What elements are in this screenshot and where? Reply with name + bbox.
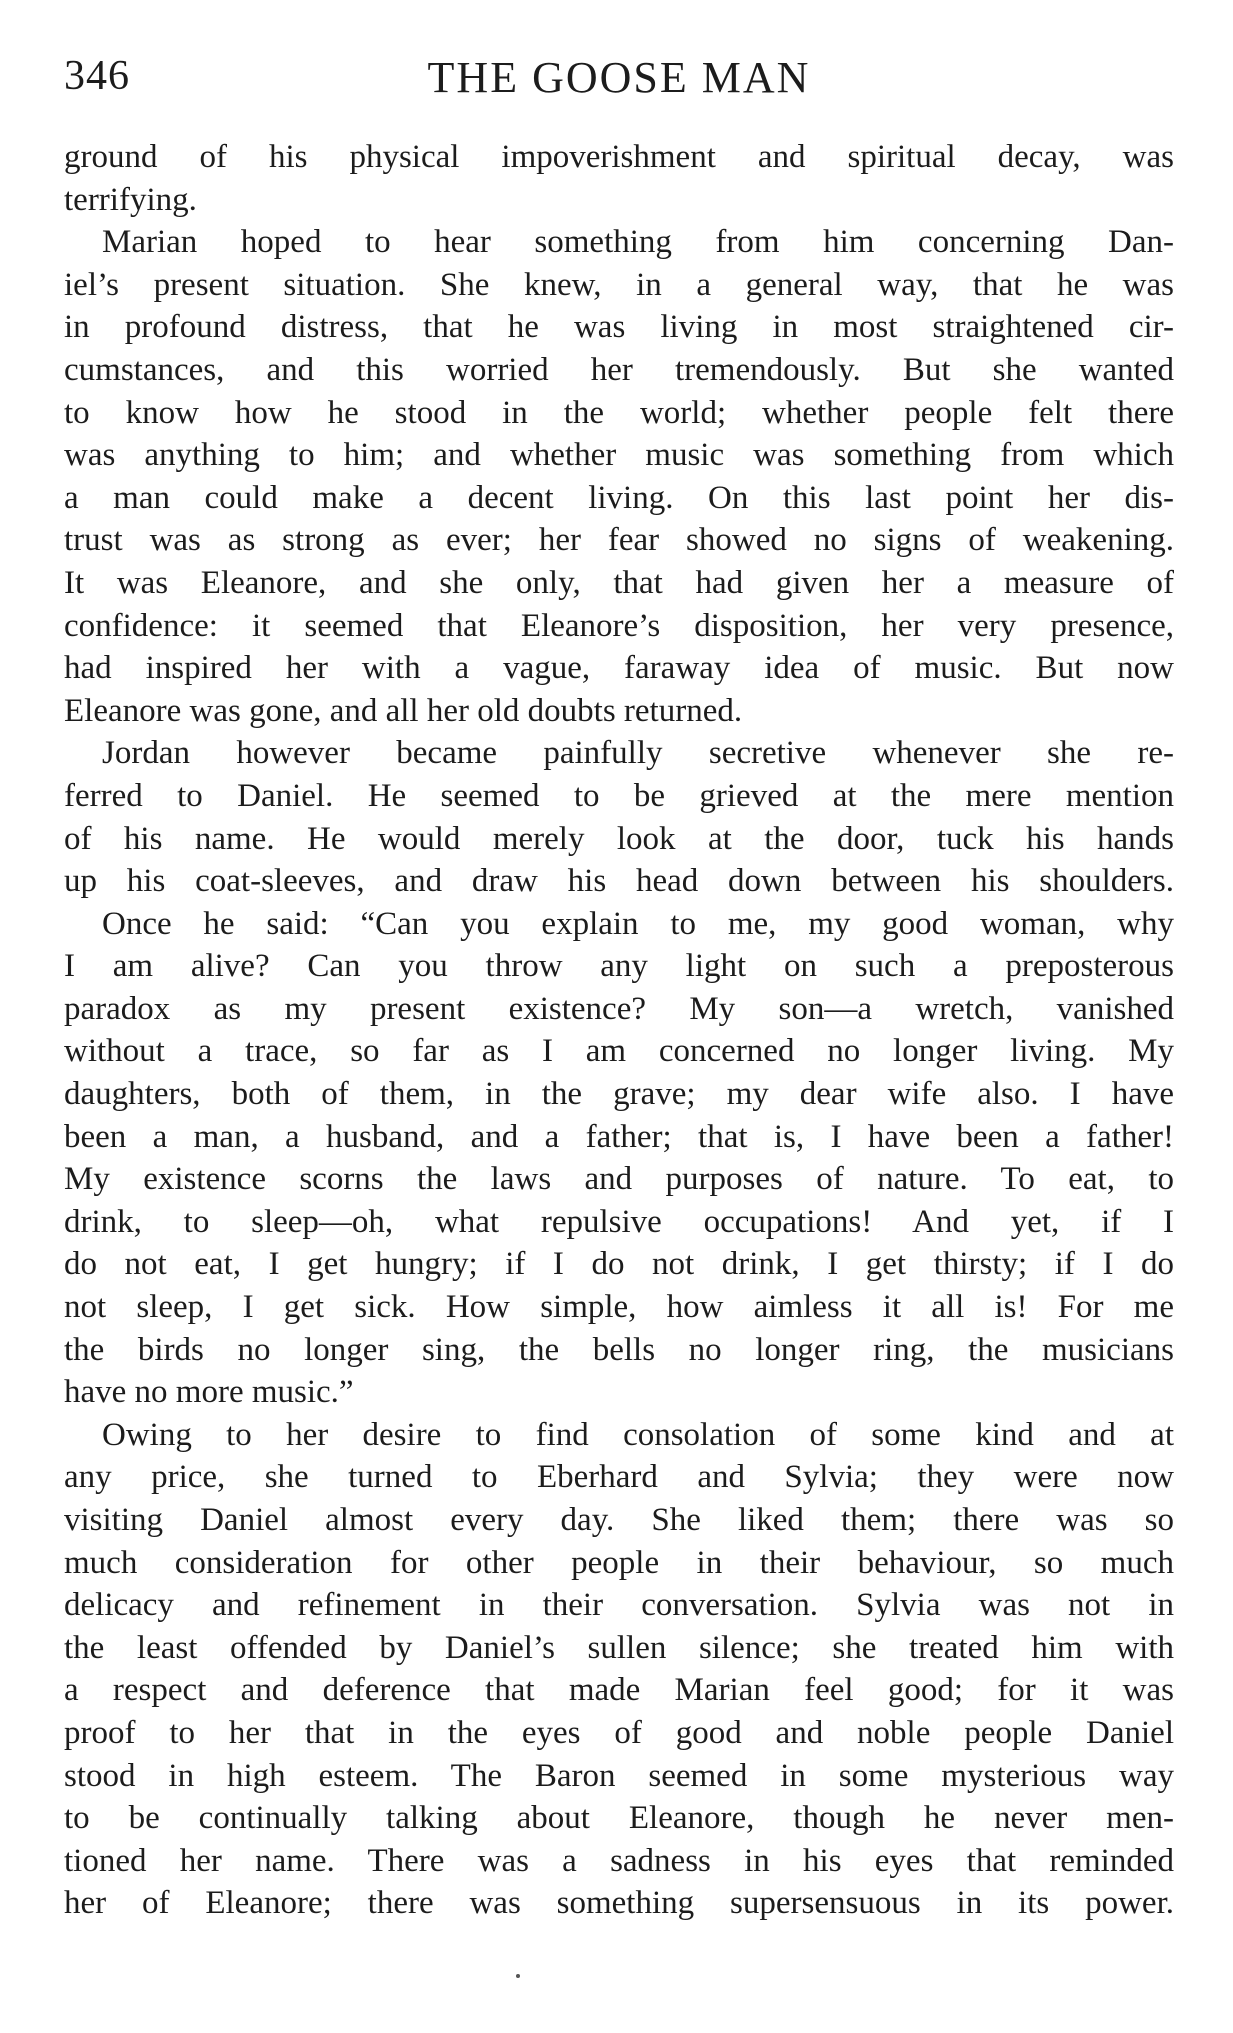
text-line: in profound distress, that he was living in most straightened cir- [64, 309, 1174, 346]
text-line: have no more music.” [64, 1374, 354, 1411]
text-line: Owing to her desire to find consolation of some kind and at [102, 1416, 1174, 1453]
text-line: of his name. He would merely look at the door, tuck his hands [64, 820, 1174, 857]
text-line: much consideration for other people in their behaviour, so much [64, 1544, 1174, 1581]
text-line: to be continually talking about Eleanore, though he never men- [64, 1800, 1174, 1837]
text-line: ground of his physical impoverishment and spiritual decay, was [64, 139, 1174, 175]
ink-speck [516, 1974, 520, 1978]
text-line: confidence: it seemed that Eleanore’s disposition, her very presence, [64, 607, 1174, 644]
text-line: visiting Daniel almost every day. She liked them; there was so [64, 1502, 1174, 1538]
text-line: Jordan however became painfully secretive whenever she re- [102, 735, 1174, 772]
text-line: proof to her that in the eyes of good and noble people Daniel [64, 1714, 1174, 1751]
text-line: It was Eleanore, and she only, that had given her a measure of [64, 564, 1174, 601]
text-line: a man could make a decent living. On this last point her dis- [64, 479, 1174, 516]
text-line: iel’s present situation. She knew, in a general way, that he was [64, 266, 1174, 303]
text-line: to know how he stood in the world; whether people felt there [64, 394, 1174, 431]
text-line: the birds no longer sing, the bells no longer ring, the musicians [64, 1331, 1174, 1368]
text-line: cumstances, and this worried her tremendously. But she wanted [64, 351, 1174, 388]
page-number: 346 [64, 53, 130, 99]
text-line: trust was as strong as ever; her fear showed no signs of weakening. [64, 522, 1174, 559]
text-line: her of Eleanore; there was something supersensuous in its power. [64, 1885, 1174, 1922]
text-line: the least offended by Daniel’s sullen silence; she treated him with [64, 1629, 1174, 1666]
text-line: My existence scorns the laws and purposes of nature. To eat, to [64, 1161, 1174, 1198]
text-line: without a trace, so far as I am concerned no longer living. My [64, 1033, 1174, 1070]
text-line: a respect and deference that made Marian feel good; for it was [64, 1672, 1174, 1709]
text-line: tioned her name. There was a sadness in his eyes that reminded [64, 1842, 1174, 1879]
page-header [64, 52, 1174, 112]
text-line: had inspired her with a vague, faraway idea of music. But now [64, 650, 1174, 687]
text-line: Marian hoped to hear something from him concerning Dan- [102, 224, 1174, 261]
text-line: Eleanore was gone, and all her old doubts returned. [64, 692, 743, 729]
text-line: any price, she turned to Eberhard and Sylvia; they were now [64, 1459, 1174, 1496]
text-line: paradox as my present existence? My son—a wretch, vanished [64, 990, 1174, 1027]
text-line: I am alive? Can you throw any light on such a preposterous [64, 948, 1174, 985]
running-title: THE GOOSE MAN [427, 53, 811, 102]
text-line: do not eat, I get hungry; if I do not drink, I get thirsty; if I do [64, 1246, 1174, 1283]
body-text [64, 136, 1174, 1925]
text-line: Once he said: “Can you explain to me, my good woman, why [102, 905, 1174, 942]
text-line: terrifying. [64, 181, 197, 218]
text-line: drink, to sleep—oh, what repulsive occupations! And yet, if I [64, 1203, 1174, 1240]
text-line: delicacy and refinement in their conversation. Sylvia was not in [64, 1587, 1174, 1624]
text-line: ferred to Daniel. He seemed to be grieved at the mere mention [64, 777, 1174, 814]
text-line: up his coat-sleeves, and draw his head down between his shoulders. [64, 863, 1174, 900]
text-line: was anything to him; and whether music was something from which [64, 437, 1174, 474]
text-line: not sleep, I get sick. How simple, how aimless it all is! For me [64, 1289, 1174, 1326]
text-line: daughters, both of them, in the grave; my dear wife also. I have [64, 1076, 1174, 1113]
text-line: stood in high esteem. The Baron seemed in some mysterious way [64, 1757, 1174, 1794]
text-line: been a man, a husband, and a father; that is, I have been a father! [64, 1118, 1174, 1155]
